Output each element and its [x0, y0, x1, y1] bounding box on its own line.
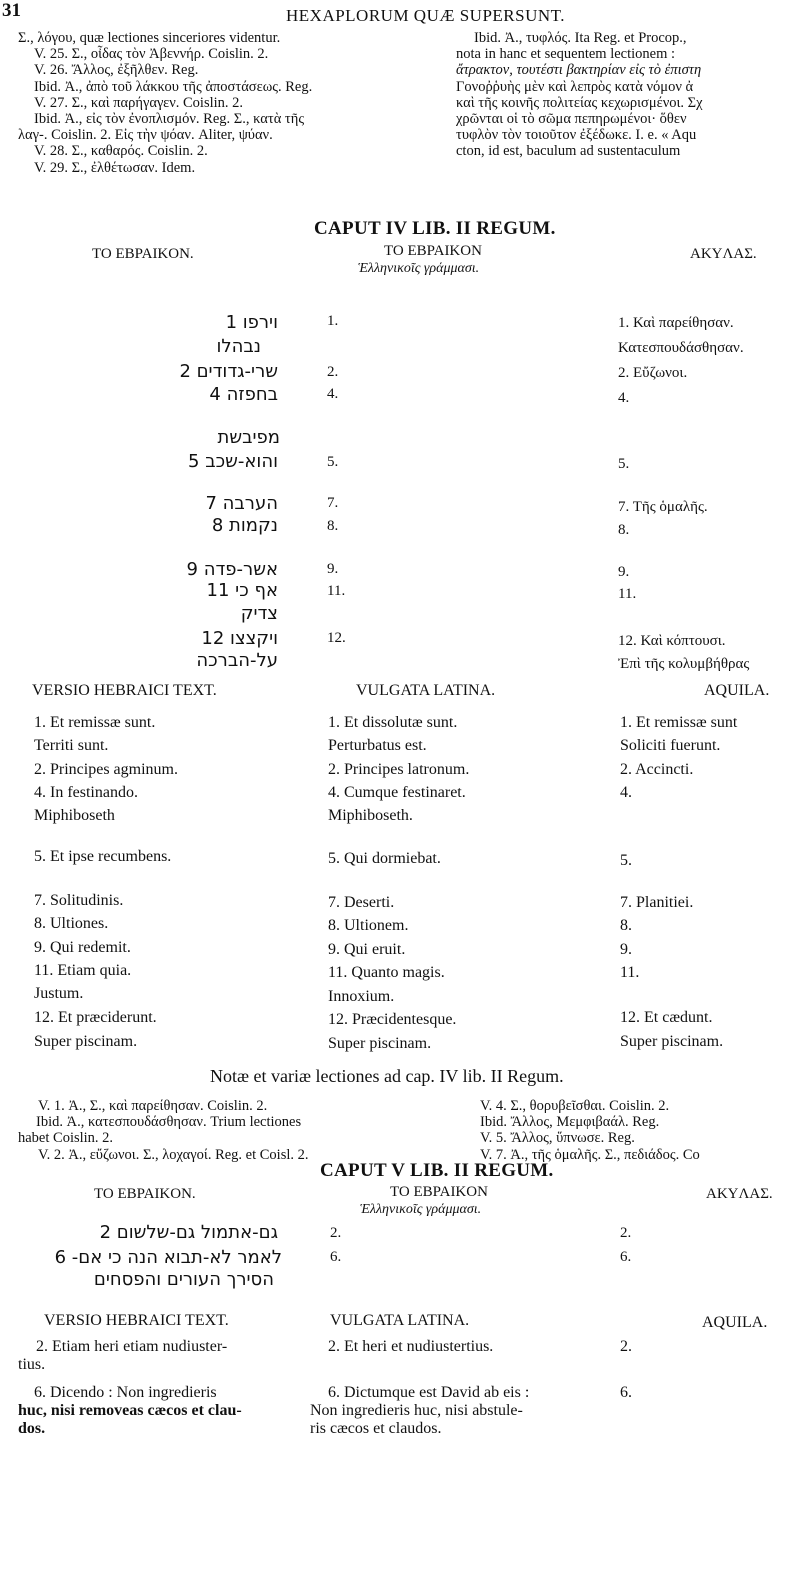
hebrew-cell: שרי-גדודים 2 [179, 361, 278, 382]
text-line: V. 25. Σ., οἶδας τὸν Ἀβεννήρ. Coislin. 2. [34, 46, 269, 63]
latin-cell: Soliciti fuerunt. [620, 737, 721, 754]
latin-cell: 9. Qui redemit. [34, 939, 131, 956]
hebrew-cell: גם-אתמול גם-שלשום 2 [99, 1222, 278, 1243]
latin-cell: 2. Etiam heri etiam nudiuster- [36, 1338, 228, 1355]
hebrew-cell: והוא-שכב 5 [188, 451, 278, 472]
latin-cell: 9. Qui eruit. [328, 941, 406, 958]
latin-header-aquila: AQUILA. [702, 1314, 768, 1331]
note-line: V. 5. Ἄλλος, ὕπνωσε. Reg. [480, 1130, 635, 1146]
latin-cell: 8. [620, 917, 632, 934]
hebrew-cell: נקמות 8 [211, 515, 278, 536]
hebrew-cell: נבהלו [216, 336, 261, 357]
latin-cell: Innoxium. [328, 988, 395, 1005]
chapter-title: CAPUT V LIB. II REGUM. [320, 1160, 554, 1181]
latin-header-hebraici: VERSIO HEBRAICI TEXT. [44, 1312, 229, 1329]
latin-cell: 6. Dicendo : Non ingredieris [34, 1384, 217, 1401]
text-line: Γονοῤῥυὴς μὲν καὶ λεπρὸς κατὰ νόμον ἀ [456, 78, 694, 95]
note-line: V. 4. Σ., θορυβεῖσθαι. Coislin. 2. [480, 1098, 670, 1114]
latin-cell: 2. [620, 1338, 632, 1355]
latin-cell: 5. [620, 852, 632, 869]
verse-number: 2. [327, 364, 339, 380]
text-line: V. 27. Σ., καὶ παρήγαγεν. Coislin. 2. [34, 94, 244, 111]
aquila-cell: 6. [620, 1249, 632, 1265]
text-line: Ibid. Ἀ., τυφλός. Ita Reg. et Procop., [474, 30, 687, 46]
latin-header-vulgata: VULGATA LATINA. [356, 682, 496, 699]
latin-cell: 4. [620, 784, 632, 801]
latin-cell: Super piscinam. [328, 1035, 432, 1052]
aquila-cell: 1. Καὶ παρείθησαν. [618, 315, 734, 331]
latin-cell: 5. Et ipse recumbens. [34, 848, 172, 865]
text-line: χρῶνται οἱ τὸ σῶμα πεπηρωμένοι· ὅθεν [456, 111, 687, 128]
latin-cell: Miphiboseth [34, 807, 115, 824]
latin-cell: 4. Cumque festinaret. [328, 784, 466, 801]
chapter-title: CAPUT IV LIB. II REGUM. [314, 218, 556, 239]
note-line: habet Coislin. 2. [18, 1130, 114, 1146]
text-line: λαγ-. Coislin. 2. Εἰς τὴν ψόαν. Aliter, ψύαν. [18, 127, 273, 144]
latin-cell: 1. Et dissolutæ sunt. [328, 714, 458, 731]
aquila-cell: 5. [618, 456, 630, 472]
verse-number: 6. [330, 1249, 342, 1265]
latin-cell: Territi sunt. [34, 737, 109, 754]
notes-title: Notæ et variæ lectiones ad cap. IV lib. II Regum. [210, 1066, 564, 1086]
note-line: Ibid. Ἄλλος, Μεμφιβαάλ. Reg. [480, 1114, 660, 1130]
text-line: Ibid. Ἀ., ἀπὸ τοῦ λάκκου τῆς ἀποστάσεως. Reg. [34, 78, 313, 95]
column-header-transliteration: TO EBPAIKON [384, 243, 482, 259]
hebrew-cell: בחפזה 4 [209, 384, 278, 405]
latin-cell: 12. Præcidentesque. [328, 1011, 457, 1028]
column-header-aquila: AKYΛAΣ. [690, 246, 757, 262]
note-line: Ibid. Ἀ., κατεσπουδάσθησαν. Trium lectiones [36, 1114, 302, 1130]
latin-cell: huc, nisi removeas cæcos et clau- [18, 1402, 242, 1419]
latin-cell: Justum. [34, 985, 84, 1002]
latin-cell: Super piscinam. [620, 1033, 724, 1050]
latin-cell: 12. Et præciderunt. [34, 1009, 157, 1026]
note-line: V. 7. Ἀ., τῆς ὁμαλῆς. Σ., πεδιάδος. Co [480, 1147, 700, 1163]
top-left-column [18, 30, 448, 176]
hebrew-cell: אף כי 11 [206, 580, 278, 601]
latin-cell: 12. Et cædunt. [620, 1009, 713, 1026]
hebrew-cell: הסירך העורים והפסחים [93, 1269, 274, 1290]
running-title: HEXAPLORUM QUÆ SUPERSUNT. [286, 6, 566, 25]
top-right-column [456, 30, 806, 160]
column-subheader: Ἑλληνικοῖς γράμμασι. [358, 261, 480, 276]
latin-cell: 9. [620, 941, 632, 958]
aquila-cell: 9. [618, 564, 630, 580]
verse-number: 2. [330, 1225, 342, 1241]
latin-cell: Miphiboseth. [328, 807, 413, 824]
note-line: V. 1. Ἀ., Σ., καὶ παρείθησαν. Coislin. 2. [38, 1098, 268, 1114]
aquila-cell: 2. Εὔζωνοι. [618, 365, 688, 381]
latin-cell: 4. In festinando. [34, 784, 138, 801]
column-header-aquila: AKYΛAΣ. [706, 1186, 773, 1202]
hebrew-cell: אשר-פדה 9 [186, 559, 278, 580]
aquila-cell: Ἐπὶ τῆς κολυμβήθρας [618, 656, 750, 672]
latin-cell: 6. Dictumque est David ab eis : [328, 1384, 530, 1401]
aquila-cell: 11. [618, 586, 637, 602]
latin-cell: ris cæcos et claudos. [310, 1420, 442, 1437]
hebrew-cell: ויקצצו 12 [201, 628, 278, 649]
latin-cell: tius. [18, 1356, 46, 1373]
hebrew-cell: לאמר לא-תבוא הנה כי אם- 6 [54, 1247, 282, 1268]
latin-cell: 2. Accincti. [620, 761, 694, 778]
hebrew-cell: וירפו 1 [225, 312, 278, 333]
latin-cell: 11. Etiam quia. [34, 962, 132, 979]
text-line: V. 29. Σ., ἐλθέτωσαν. Idem. [34, 159, 196, 176]
verse-number: 8. [327, 518, 339, 534]
text-line: V. 28. Σ., καθαρός. Coislin. 2. [34, 143, 208, 160]
hebrew-cell: הערבה 7 [205, 493, 278, 514]
text-line: Ibid. Ἀ., εἰς τὸν ἐνοπλισμόν. Reg. Σ., κατὰ τῆς [34, 111, 305, 128]
aquila-cell: 4. [618, 390, 630, 406]
latin-header-aquila: AQUILA. [704, 682, 770, 699]
latin-cell: 7. Deserti. [328, 894, 395, 911]
text-line: τυφλὸν τὸν τοιοῦτον ἐξέδωκε. I. e. « Aqu [456, 127, 697, 144]
aquila-cell: 8. [618, 522, 630, 538]
hebrew-cell: צדיק [240, 603, 278, 624]
column-header-hebrew: TO EBPAIKON. [94, 1186, 196, 1202]
text-line: cton, id est, baculum ad sustentaculum [456, 143, 681, 160]
latin-cell: 2. Principes agminum. [34, 761, 178, 778]
verse-number: 11. [327, 583, 346, 599]
latin-header-vulgata: VULGATA LATINA. [330, 1312, 470, 1329]
text-line: Σ., λόγου, quæ lectiones sinceriores videntur. [18, 30, 281, 46]
verse-number: 1. [327, 313, 339, 329]
latin-cell: 5. Qui dormiebat. [328, 850, 441, 867]
latin-cell: 2. Et heri et nudiustertius. [328, 1338, 494, 1355]
aquila-cell: 2. [620, 1225, 632, 1241]
text-line: V. 26. Ἄλλος, ἐξῆλθεν. Reg. [34, 62, 199, 79]
note-line: V. 2. Ἀ., εὔζωνοι. Σ., λοχαγοί. Reg. et Coisl. 2. [38, 1147, 309, 1163]
latin-cell: 1. Et remissæ sunt [620, 714, 738, 731]
text-line: καὶ τῆς κοινῆς πολιτείας κεχωρισμένοι. Σχ [456, 94, 703, 111]
latin-header-hebraici: VERSIO HEBRAICI TEXT. [32, 682, 217, 699]
latin-cell: Super piscinam. [34, 1033, 138, 1050]
verse-number: 9. [327, 561, 339, 577]
hebrew-cell: מפיבשת [217, 427, 280, 448]
latin-cell: Non ingredieris huc, nisi abstule- [310, 1402, 523, 1419]
verse-number: 4. [327, 386, 339, 402]
latin-cell: 8. Ultionem. [328, 917, 409, 934]
latin-cell: 7. Planitiei. [620, 894, 694, 911]
column-subheader: Ἑλληνικοῖς γράμμασι. [360, 1202, 482, 1217]
latin-cell: 7. Solitudinis. [34, 892, 124, 909]
page-number: 31 [2, 0, 21, 21]
latin-cell: dos. [18, 1420, 46, 1437]
column-header-hebrew: TO EBPAIKON. [92, 246, 194, 262]
aquila-cell: 12. Καὶ κόπτουσι. [618, 633, 726, 649]
hebrew-cell: על-הברכה [196, 650, 278, 671]
verse-number: 7. [327, 495, 339, 511]
aquila-cell: Κατεσπουδάσθησαν. [618, 340, 744, 356]
column-header-transliteration: TO EBPAIKON [390, 1184, 488, 1200]
latin-cell: Perturbatus est. [328, 737, 427, 754]
latin-cell: 11. Quanto magis. [328, 964, 445, 981]
latin-cell: 11. [620, 964, 640, 981]
text-line: nota in hanc et sequentem lectionem : [456, 46, 676, 63]
latin-cell: 6. [620, 1384, 632, 1401]
latin-cell: 2. Principes latronum. [328, 761, 470, 778]
latin-cell: 1. Et remissæ sunt. [34, 714, 156, 731]
verse-number: 12. [327, 630, 346, 646]
text-line: ἄτρακτον, τουτέστι βακτηρίαν εἰς τὸ ἐπιστη [456, 62, 702, 79]
aquila-cell: 7. Τῆς ὁμαλῆς. [618, 499, 708, 515]
verse-number: 5. [327, 454, 339, 470]
latin-cell: 8. Ultiones. [34, 915, 109, 932]
